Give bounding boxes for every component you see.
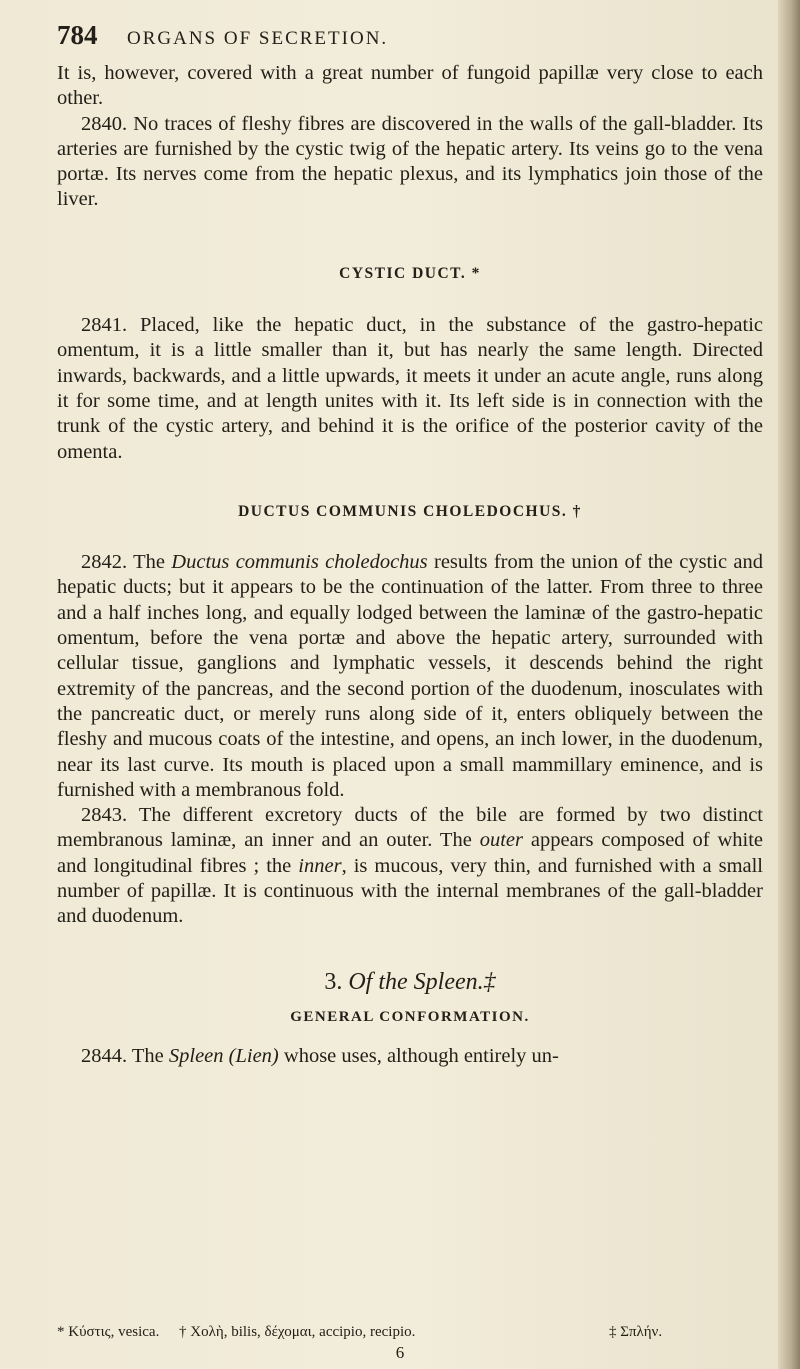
page-number: 784 (57, 20, 98, 50)
paragraph-2843 (57, 803, 763, 929)
paragraph-2844 (57, 1044, 763, 1069)
heading-general-conformation: GENERAL CONFORMATION. (290, 1008, 530, 1025)
footnote-spleen: ‡ Σπλήν. (609, 1324, 663, 1340)
section-title-spleen (57, 970, 763, 995)
paragraph-2842 (57, 550, 763, 803)
term-ductus-communis: Ductus communis choledochus (171, 551, 428, 574)
paragraph-2843-middle: appears composed of white and longitudinal fibres ; the (57, 829, 763, 877)
section-title-text: Of the Spleen.‡ (342, 968, 496, 995)
paragraph-2842-rest: results from the union of the cystic and hepatic ducts; but it appears to be the continuation of the latter. From three to three and a half inches long, and equally lodged between the laminæ of the gastro-hepatic omentum, before the vena portæ and above the hepatic artery, surrounded with cellular tissue, ganglions and lymphatic vessels, it descends behind the right extremity of the pancreas, and the second portion of the duodenum, inosculates with the pancreatic duct, or merely runs along side of it, enters obliquely between the fleshy and mucous coats of the intestine, and opens, an inch lower, in the duodenum, near its last curve. Its mouth is placed upon a small mammillary eminence, and is furnished with a membranous fold. (57, 551, 763, 801)
page-header (57, 20, 757, 60)
footnote-cystic: * Κύστις, vesica. (57, 1324, 160, 1340)
running-head: ORGANS OF SECRETION. (127, 28, 389, 49)
section-number: 3. (324, 968, 343, 995)
heading-cystic-duct: CYSTIC DUCT. * (339, 264, 481, 282)
paragraph-continuation: It is, however, covered with a great number of fungoid papillæ very close to each other. (57, 62, 763, 110)
heading-ductus-communis: DUCTUS COMMUNIS CHOLEDOCHUS. † (238, 502, 582, 520)
page-edge-shadow (778, 0, 800, 1369)
paragraph-2842-start: 2842. The (81, 551, 172, 574)
footnote-choledochus: † Χολὴ, bilis, δέχομαι, accipio, recipio. (179, 1324, 416, 1340)
body-text (57, 61, 763, 1070)
paragraph-2840: 2840. No traces of fleshy fibres are discovered in the walls of the gall-bladder. Its arteries are furnished by the cystic twig of the hepatic artery. Its veins go to the vena portæ. Its nerves come from the hepatic plexus, and its lymphatics join those of the liver. (57, 112, 763, 211)
paragraph-2841: 2841. Placed, like the hepatic duct, in the substance of the gastro-hepatic omentum, it is a little smaller than it, but has nearly the same length. Directed inwards, backwards, and a little upwards, it meets it under an acute angle, runs along it for some time, and at length unites with it. Its left side is in connection with the trunk of the cystic artery, and behind it is the orifice of the posterior cavity of the omenta. (57, 314, 763, 463)
paragraph-2844-rest: whose uses, although entirely un- (278, 1045, 559, 1068)
term-spleen: Spleen (Lien) (168, 1045, 279, 1068)
signature-mark: 6 (395, 1343, 405, 1362)
paragraph-2843-rest: , is mucous, very thin, and furnished with a small number of papillæ. It is continuous with the internal membranes of the gall-bladder and duodenum. (57, 854, 764, 928)
term-outer: outer (479, 829, 523, 852)
paragraph-2844-start: 2844. The (81, 1045, 169, 1068)
paragraph-2843-start: 2843. The different excretory ducts of the bile are formed by two distinct membranous laminæ, an inner and an outer. The (57, 804, 763, 852)
term-inner: inner (298, 854, 342, 877)
